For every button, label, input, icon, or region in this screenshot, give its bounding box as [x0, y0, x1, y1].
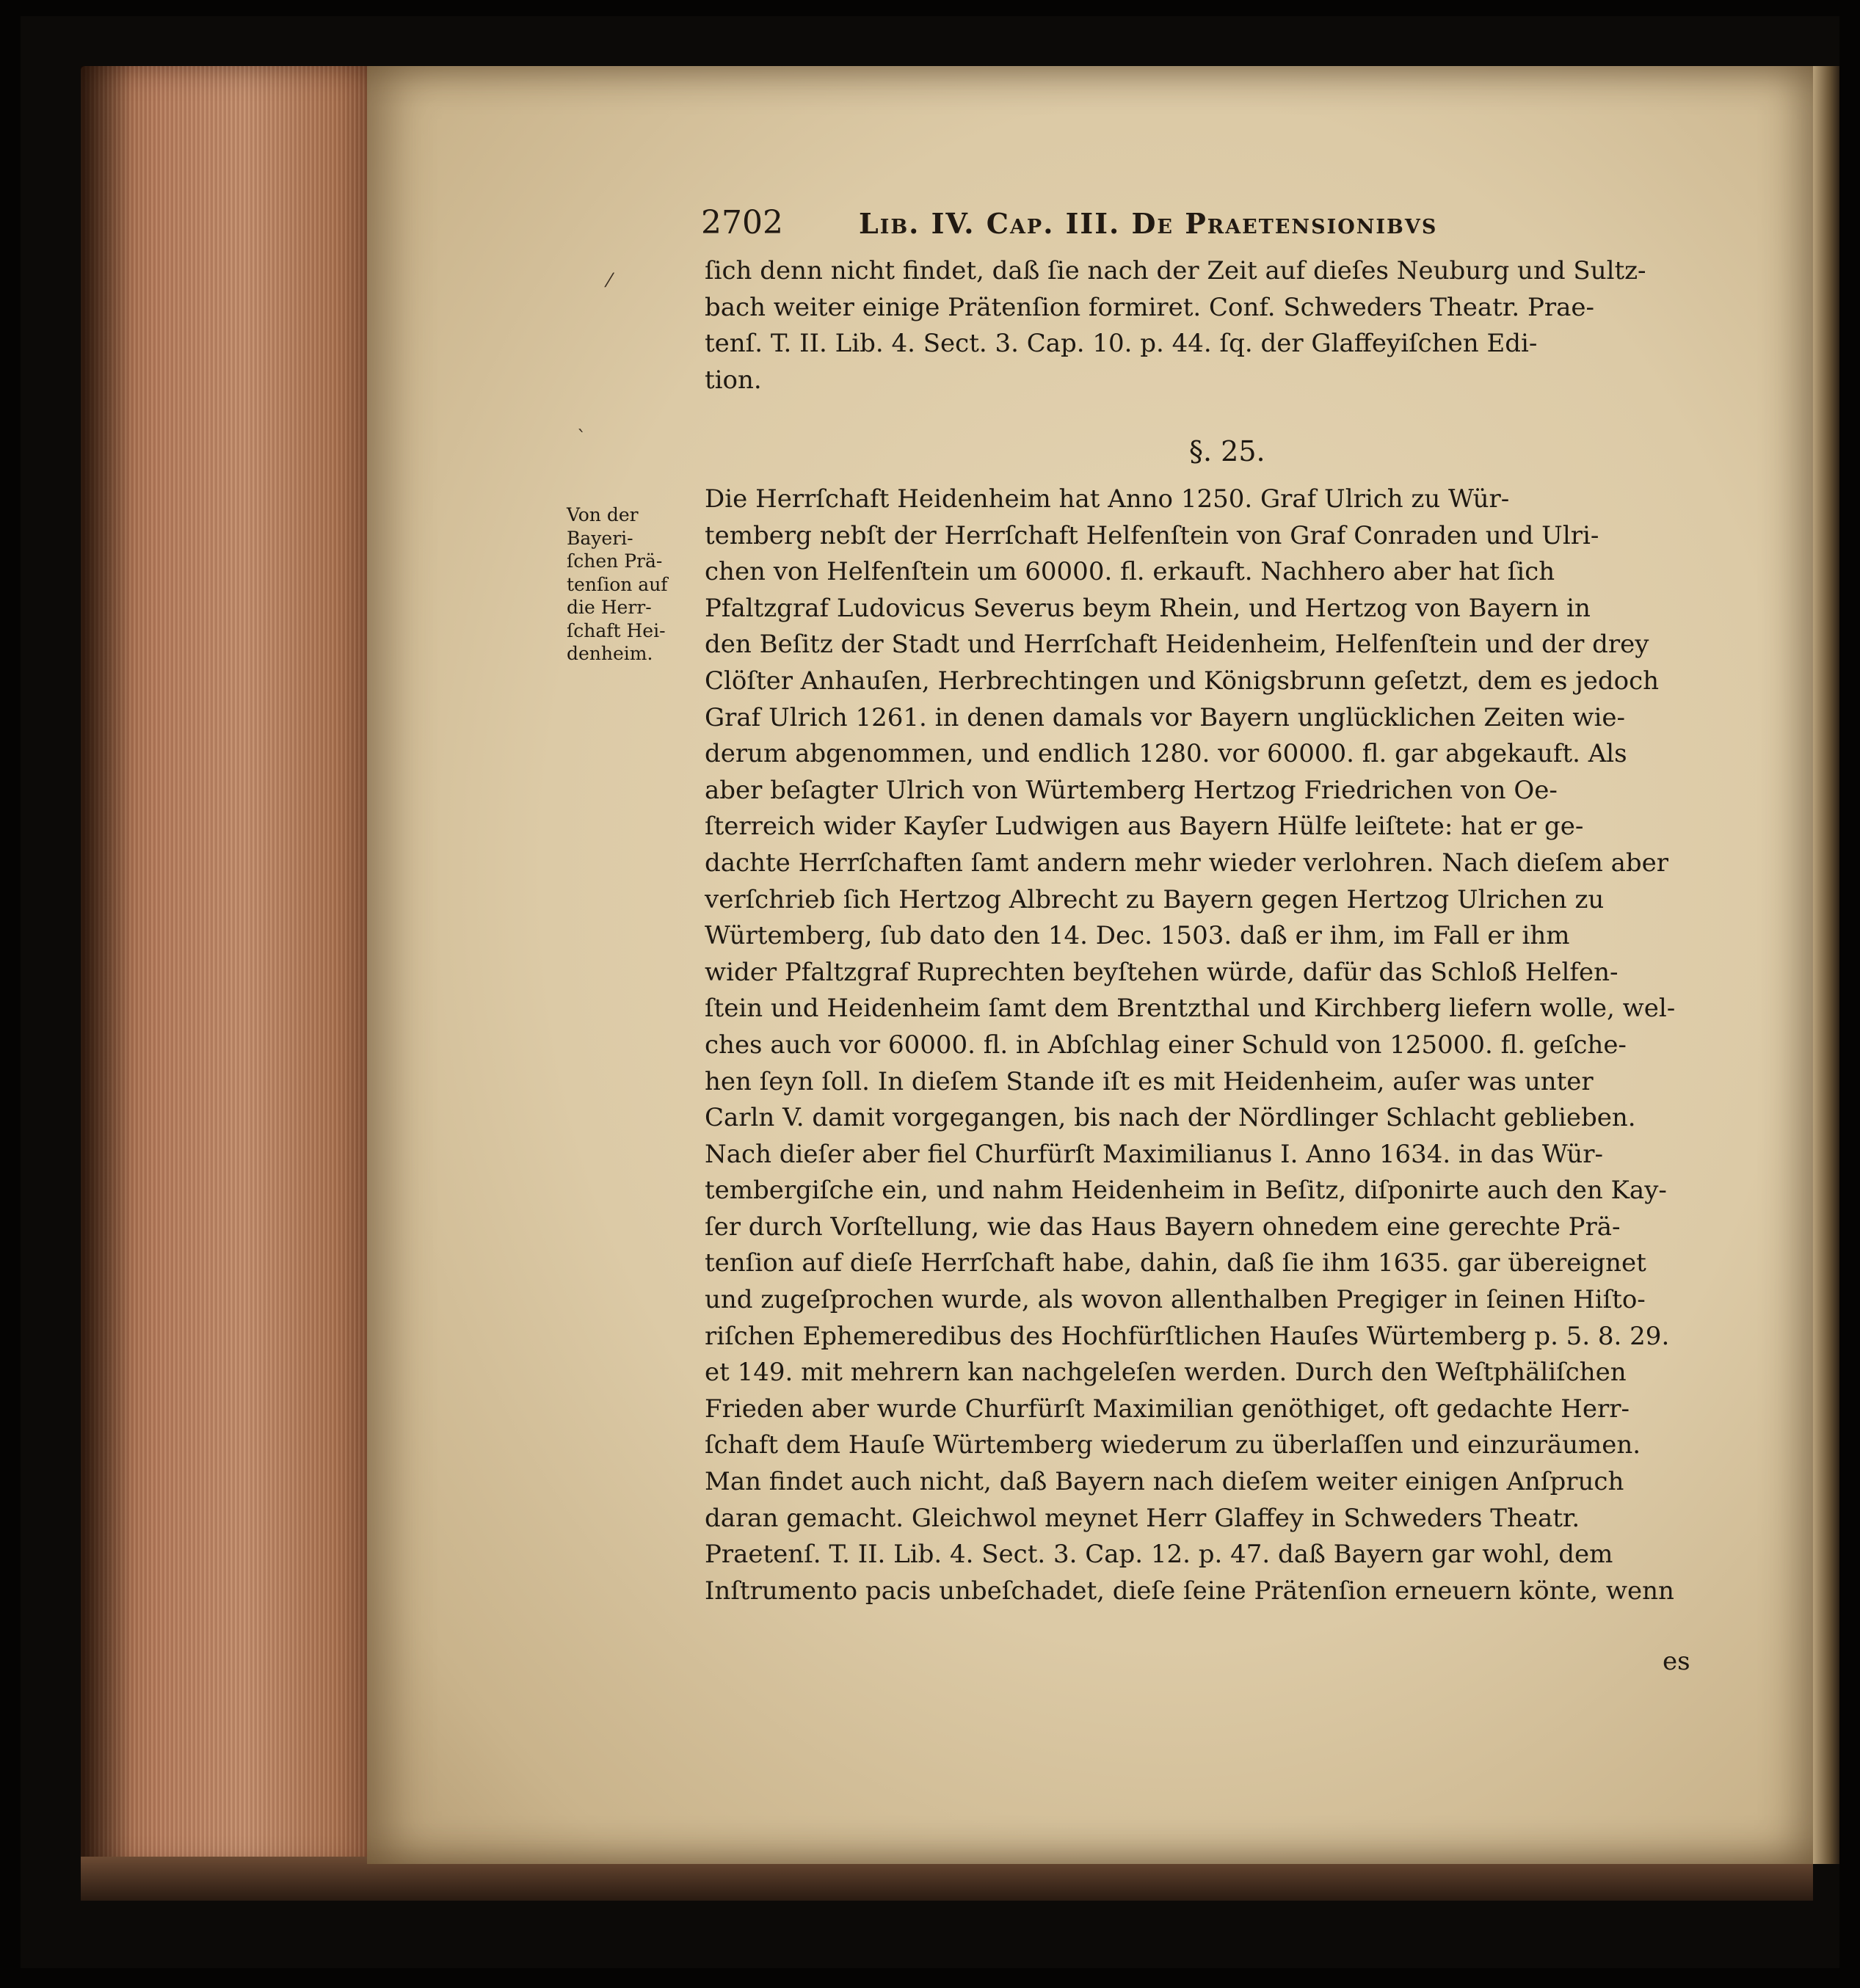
text-line: ſterreich wider Kayſer Ludwigen aus Bayern Hülfe leiſtete: hat er ge-	[705, 812, 1584, 842]
text-line: hen ſeyn ſoll. In dieſem Stande iſt es mit Heidenheim, auſer was unter	[705, 1066, 1594, 1096]
text-line: Praetenſ. T. II. Lib. 4. Sect. 3. Cap. 12. p. 47. daß Bayern gar wohl, dem	[705, 1540, 1613, 1570]
running-title: Lib. IV. Cap. III. De Praetensionibvs	[859, 207, 1438, 240]
text-line: tenſ. T. II. Lib. 4. Sect. 3. Cap. 10. p. 44. ſq. der Glaffeyiſchen Edi-	[705, 329, 1538, 359]
running-head	[701, 204, 1538, 248]
text-line: Man findet auch nicht, daß Bayern nach dieſem weiter einigen Anſpruch	[705, 1467, 1624, 1497]
text-line: Die Herrſchaft Heidenheim hat Anno 1250. Graf Ulrich zu Wür-	[705, 484, 1510, 514]
text-line: chen von Helfenſtein um 60000. fl. erkauft. Nachhero aber hat ſich	[705, 557, 1555, 587]
text-line: und zugeſprochen wurde, als wovon allenthalben Pregiger in ſeinen Hiſto-	[705, 1285, 1646, 1315]
text-line: tembergiſche ein, und nahm Heidenheim in Beſitz, diſponirte auch den Kay-	[705, 1176, 1667, 1206]
margin-tick-mark: ⁄	[608, 270, 611, 292]
margin-note-line: denheim.	[567, 643, 653, 664]
text-line: Pfaltzgraf Ludovicus Severus beym Rhein, und Hertzog von Bayern in	[705, 593, 1591, 623]
text-line: Würtemberg, ſub dato den 14. Dec. 1503. daß er ihm, im Fall er ihm	[705, 921, 1570, 951]
margin-note-line: tenſion auf	[567, 573, 668, 595]
margin-note	[567, 503, 691, 666]
text-line: Nach dieſer aber fiel Churfürſt Maximilianus I. Anno 1634. in das Wür-	[705, 1139, 1604, 1169]
margin-note-line: die Herr-	[567, 597, 652, 618]
text-line: bach weiter einige Prätenſion formiret. Conf. Schweders Theatr. Prae-	[705, 292, 1594, 322]
text-line: et 149. mit mehrern kan nachgeleſen werden. Durch den Weſtphäliſchen	[705, 1358, 1627, 1388]
text-line: derum abgenommen, und endlich 1280. vor 60000. fl. gar abgekauft. Als	[705, 739, 1627, 769]
text-line: Carln V. damit vorgegangen, bis nach der Nördlinger Schlacht geblieben.	[705, 1103, 1636, 1133]
margin-note-line: Von der	[567, 504, 639, 525]
text-line: temberg nebſt der Herrſchaft Helfenſtein von Graf Conraden und Ulri-	[705, 520, 1599, 550]
paragraph-text	[705, 481, 1710, 1609]
text-line: ſtein und Heidenheim ſamt dem Brentzthal und Kirchberg liefern wolle, wel-	[705, 994, 1676, 1024]
continuation-text	[705, 253, 1710, 398]
text-line: tion.	[705, 365, 762, 395]
text-line: Graf Ulrich 1261. in denen damals vor Bayern unglücklichen Zeiten wie-	[705, 702, 1625, 732]
text-line: aber beſagter Ulrich von Würtemberg Hertzog Friedrichen von Oe-	[705, 775, 1558, 805]
text-line: ſchaft dem Hauſe Würtemberg wiederum zu überlaſſen und einzuräumen.	[705, 1430, 1641, 1460]
text-line: Clöſter Anhauſen, Herbrechtingen und Königsbrunn geſetzt, dem es jedoch	[705, 666, 1660, 696]
page-number: 2702	[701, 204, 783, 241]
spine-shadow	[81, 66, 132, 1871]
text-line: Frieden aber wurde Churfürſt Maximilian genöthiget, oft gedachte Herr-	[705, 1394, 1630, 1424]
margin-tick-mark: ˋ	[577, 427, 586, 449]
text-line: Inſtrumento pacis unbeſchadet, dieſe ſeine Prätenſion erneuern könte, wenn	[705, 1576, 1674, 1606]
text-line: wider Pfaltzgraf Ruprechten beyſtehen würde, dafür das Schloß Helfen-	[705, 957, 1619, 987]
margin-note-line: Bayeri-	[567, 527, 633, 549]
text-line: verſchrieb ſich Hertzog Albrecht zu Bayern gegen Hertzog Ulrichen zu	[705, 884, 1605, 914]
text-line: tenſion auf dieſe Herrſchaft habe, dahin, daß ſie ihm 1635. gar übereignet	[705, 1248, 1646, 1278]
text-line: riſchen Ephemeredibus des Hochfürſtlichen Hauſes Würtemberg p. 5. 8. 29.	[705, 1321, 1670, 1351]
margin-note-line: ſchen Prä-	[567, 550, 663, 572]
facing-page-edge	[1813, 66, 1839, 1864]
section-heading: §. 25.	[1189, 435, 1265, 467]
text-line: dachte Herrſchaften ſamt andern mehr wieder verlohren. Nach dieſem aber	[705, 848, 1669, 878]
text-line: daran gemacht. Gleichwol meynet Herr Glaffey in Schweders Theatr.	[705, 1503, 1580, 1533]
text-line: ſich denn nicht findet, daß ſie nach der Zeit auf dieſes Neuburg und Sultz-	[705, 256, 1646, 285]
text-line: ches auch vor 60000. fl. in Abſchlag einer Schuld von 125000. fl. geſche-	[705, 1030, 1627, 1060]
text-line: den Beſitz der Stadt und Herrſchaft Heidenheim, Helfenſtein und der drey	[705, 630, 1649, 660]
margin-note-line: ſchaft Hei-	[567, 619, 666, 641]
catchword: es	[1663, 1647, 1690, 1676]
text-line: ſer durch Vorſtellung, wie das Haus Bayern ohnedem eine gerechte Prä-	[705, 1212, 1621, 1242]
